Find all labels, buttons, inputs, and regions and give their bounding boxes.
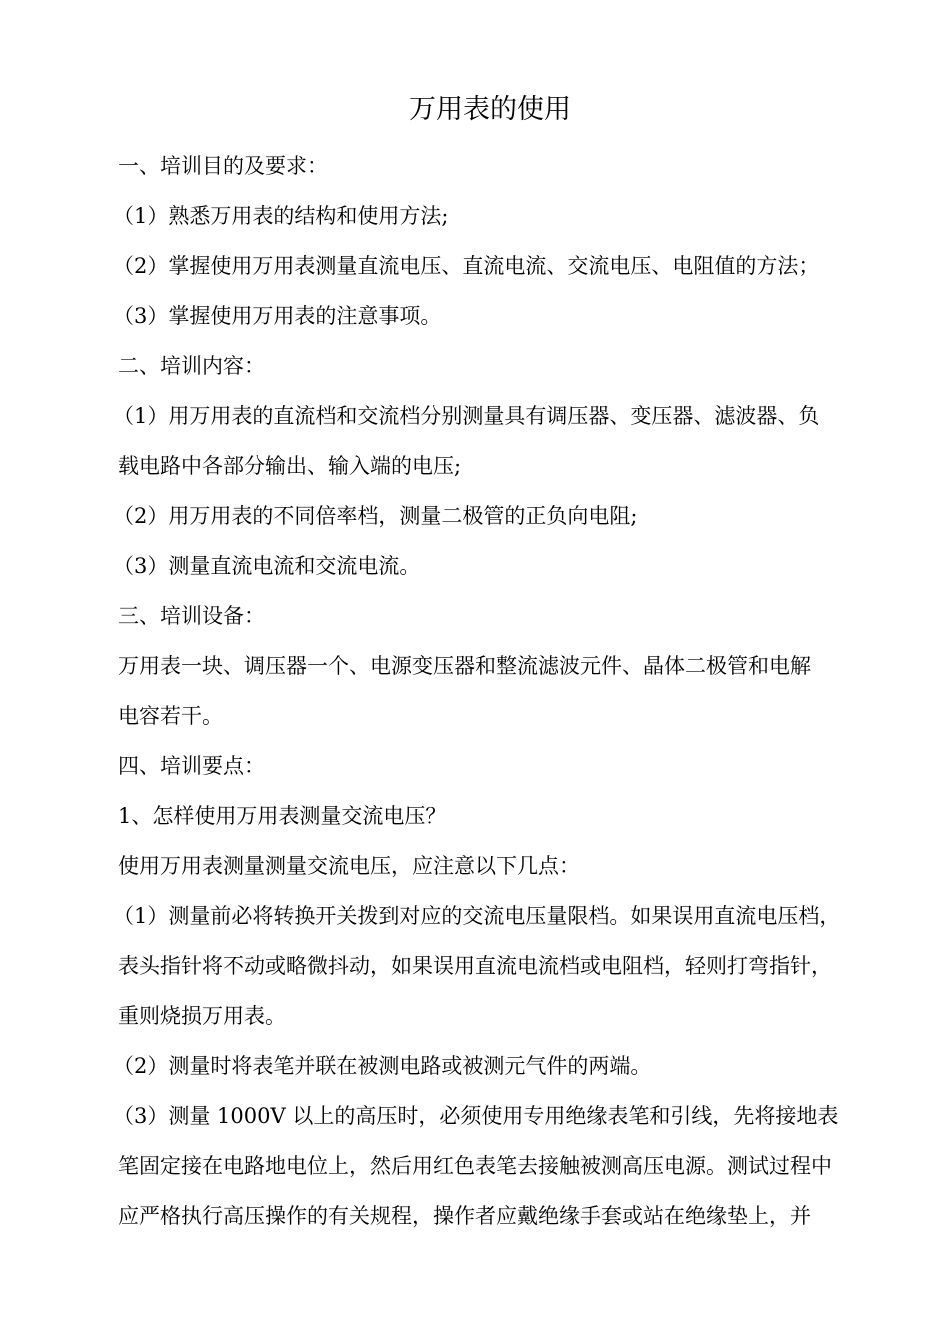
- text-line: 万用表一块、调压器一个、电源变压器和整流滤波元件、晶体二极管和电解: [118, 654, 811, 678]
- text-line: 电容若干。: [118, 704, 223, 728]
- text-line: （1）熟悉万用表的结构和使用方法;: [113, 204, 449, 228]
- text-line: 表头指针将不动或略微抖动，如果误用直流电流档或电阻档，轻则打弯指针，: [118, 954, 832, 978]
- text-line: 应严格执行高压操作的有关规程，操作者应戴绝缘手套或站在绝缘垫上，并: [118, 1204, 811, 1228]
- text-line: 使用万用表测量测量交流电压，应注意以下几点：: [118, 854, 580, 878]
- page-title: 万用表的使用: [409, 94, 571, 125]
- sub-heading: 1、怎样使用万用表测量交流电压？: [118, 804, 447, 828]
- text-line: （1）测量前必将转换开关拨到对应的交流电压量限档。如果误用直流电压档，: [113, 904, 841, 928]
- text-line: （2）用万用表的不同倍率档，测量二极管的正负向电阻;: [113, 504, 638, 528]
- text-line: （2）掌握使用万用表测量直流电压、直流电流、交流电压、电阻值的方法；: [113, 254, 820, 278]
- text-line: 笔固定接在电路地电位上，然后用红色表笔去接触被测高压电源。测试过程中: [118, 1154, 832, 1178]
- text-line: （3）测量 1000V 以上的高压时，必须使用专用绝缘表笔和引线，先将接地表: [113, 1104, 839, 1128]
- section-heading-2: 二、培训内容：: [118, 354, 265, 378]
- text-line: （1）用万用表的直流档和交流档分别测量具有调压器、变压器、滤波器、负: [113, 404, 820, 428]
- text-line: （3）掌握使用万用表的注意事项。: [113, 304, 442, 328]
- section-heading-1: 一、培训目的及要求：: [118, 154, 328, 178]
- section-heading-4: 四、培训要点：: [118, 754, 265, 778]
- text-line: （2）测量时将表笔并联在被测电路或被测元气件的两端。: [113, 1054, 652, 1078]
- text-line: 载电路中各部分输出、输入端的电压;: [118, 454, 462, 478]
- section-heading-3: 三、培训设备：: [118, 604, 265, 628]
- text-line: 重则烧损万用表。: [118, 1004, 286, 1028]
- text-line: （3）测量直流电流和交流电流。: [113, 554, 421, 578]
